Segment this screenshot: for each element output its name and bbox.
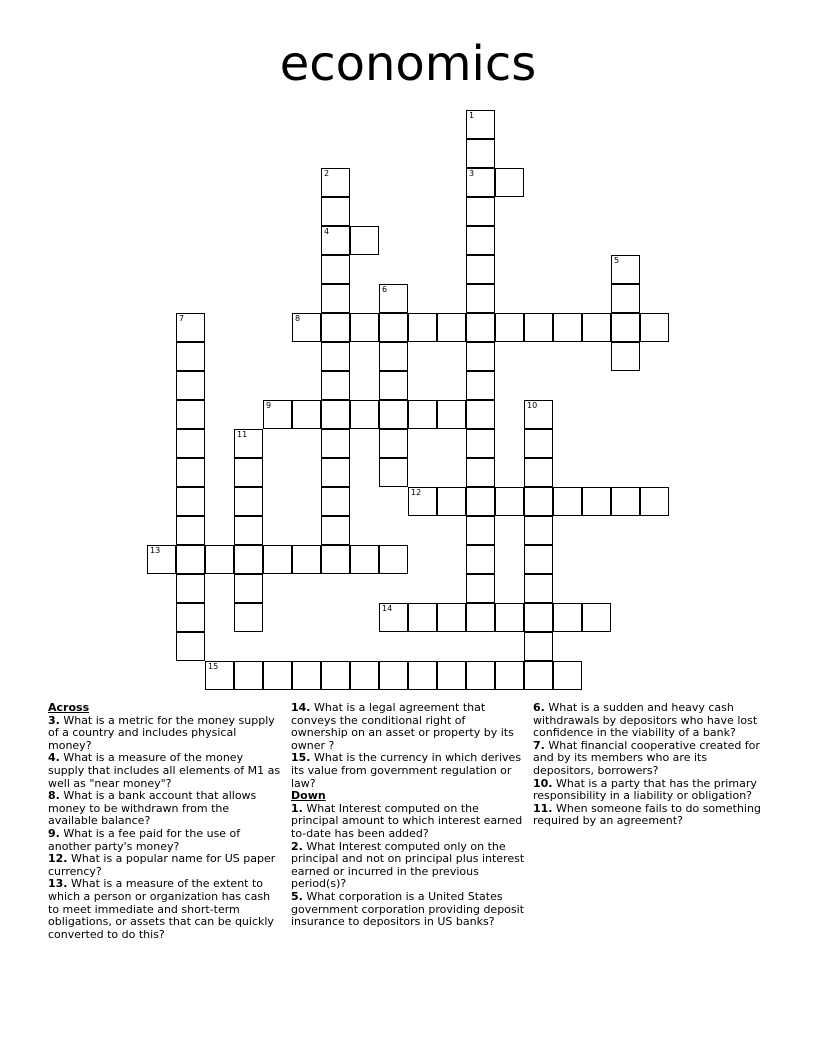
- grid-cell[interactable]: [176, 429, 205, 458]
- grid-cell[interactable]: [292, 400, 321, 429]
- grid-cell[interactable]: [321, 516, 350, 545]
- grid-cell[interactable]: [466, 342, 495, 371]
- clue-down-1: 1. What Interest computed on the principal amount to which interest earned to-date has been added?: [291, 801, 523, 840]
- grid-cell[interactable]: [263, 400, 292, 429]
- grid-cell[interactable]: [495, 603, 524, 632]
- grid-cell[interactable]: [437, 603, 466, 632]
- grid-cell[interactable]: [321, 168, 350, 197]
- clue-number: 7: [179, 314, 185, 323]
- grid-cell[interactable]: [321, 458, 350, 487]
- grid-cell[interactable]: [176, 545, 205, 574]
- grid-cell[interactable]: [524, 632, 553, 661]
- clue-across-8: 8. What is a bank account that allows money to be withdrawn from the available balance?: [48, 789, 257, 828]
- grid-cell[interactable]: [321, 226, 350, 255]
- grid-cell[interactable]: [350, 313, 379, 342]
- grid-cell[interactable]: [321, 400, 350, 429]
- grid-cell[interactable]: [466, 603, 495, 632]
- grid-cell[interactable]: [437, 487, 466, 516]
- clues-column-3: [533, 702, 767, 828]
- grid-cell[interactable]: [379, 603, 408, 632]
- grid-cell[interactable]: [553, 487, 582, 516]
- grid-cell[interactable]: [466, 487, 495, 516]
- grid-cell[interactable]: [437, 313, 466, 342]
- page-title: economics: [279, 36, 537, 92]
- grid-cell[interactable]: [263, 661, 292, 690]
- grid-cell[interactable]: [379, 545, 408, 574]
- grid-cell[interactable]: [466, 284, 495, 313]
- clue-number: 14: [382, 604, 393, 613]
- grid-cell[interactable]: [234, 516, 263, 545]
- clue-number: 10: [527, 401, 538, 410]
- grid-cell[interactable]: [205, 661, 234, 690]
- clue-number: 13: [150, 546, 161, 555]
- grid-cell[interactable]: [176, 487, 205, 516]
- grid-cell[interactable]: [350, 226, 379, 255]
- grid-cell[interactable]: [379, 342, 408, 371]
- grid-cell[interactable]: [466, 197, 495, 226]
- grid-cell[interactable]: [640, 313, 669, 342]
- grid-cell[interactable]: [524, 400, 553, 429]
- grid-cell[interactable]: [292, 313, 321, 342]
- grid-cell[interactable]: [234, 487, 263, 516]
- grid-cell[interactable]: [495, 313, 524, 342]
- grid-cell[interactable]: [234, 574, 263, 603]
- clue-number: 5: [614, 256, 620, 265]
- across-heading: Across: [48, 701, 90, 714]
- grid-cell[interactable]: [495, 168, 524, 197]
- grid-cell[interactable]: [234, 429, 263, 458]
- grid-cell[interactable]: [176, 313, 205, 342]
- clue-number: 6: [382, 285, 388, 294]
- grid-cell[interactable]: [553, 661, 582, 690]
- grid-cell[interactable]: [263, 545, 292, 574]
- grid-cell[interactable]: [582, 487, 611, 516]
- grid-cell[interactable]: [379, 429, 408, 458]
- grid-cell[interactable]: [176, 574, 205, 603]
- clue-number: 2: [324, 169, 330, 178]
- clues-column-1: [48, 702, 282, 941]
- grid-cell[interactable]: [176, 458, 205, 487]
- grid-cell[interactable]: [321, 197, 350, 226]
- grid-cell[interactable]: [466, 400, 495, 429]
- clue-down-11: 11. When someone fails to do something required by an agreement?: [533, 801, 761, 828]
- grid-cell[interactable]: [321, 371, 350, 400]
- grid-cell[interactable]: [524, 545, 553, 574]
- grid-cell[interactable]: [321, 545, 350, 574]
- grid-cell[interactable]: [408, 313, 437, 342]
- grid-cell[interactable]: [176, 632, 205, 661]
- grid-cell[interactable]: [466, 458, 495, 487]
- clue-across-9: 9. What is a fee paid for the use of another party's money?: [48, 826, 241, 853]
- grid-cell[interactable]: [379, 400, 408, 429]
- grid-cell[interactable]: [524, 458, 553, 487]
- grid-cell[interactable]: [524, 429, 553, 458]
- grid-cell[interactable]: [524, 516, 553, 545]
- grid-cell[interactable]: [292, 545, 321, 574]
- grid-cell[interactable]: [205, 545, 234, 574]
- grid-cell[interactable]: [176, 342, 205, 371]
- grid-cell[interactable]: [466, 110, 495, 139]
- grid-cell[interactable]: [611, 342, 640, 371]
- grid-cell[interactable]: [495, 487, 524, 516]
- grid-cell[interactable]: [640, 487, 669, 516]
- grid-cell[interactable]: [350, 545, 379, 574]
- clue-across-3: 3. What is a metric for the money supply of a country and includes physical money?: [48, 713, 275, 752]
- grid-cell[interactable]: [582, 603, 611, 632]
- grid-cell[interactable]: [466, 516, 495, 545]
- grid-cell[interactable]: [176, 400, 205, 429]
- clue-down-10: 10. What is a party that has the primary responsibility in a liability or obligation?: [533, 776, 757, 803]
- clue-down-6: 6. What is a sudden and heavy cash withdrawals by depositors who have lost confidence in the viability of a bank?: [533, 701, 758, 740]
- grid-cell[interactable]: [524, 603, 553, 632]
- grid-cell[interactable]: [466, 371, 495, 400]
- grid-cell[interactable]: [524, 313, 553, 342]
- grid-cell[interactable]: [466, 226, 495, 255]
- clue-number: 9: [266, 401, 272, 410]
- grid-cell[interactable]: [321, 255, 350, 284]
- grid-cell[interactable]: [466, 168, 495, 197]
- grid-cell[interactable]: [466, 313, 495, 342]
- grid-cell[interactable]: [408, 603, 437, 632]
- grid-cell[interactable]: [611, 487, 640, 516]
- grid-cell[interactable]: [466, 139, 495, 168]
- grid-cell[interactable]: [611, 313, 640, 342]
- grid-cell[interactable]: [234, 603, 263, 632]
- grid-cell[interactable]: [437, 400, 466, 429]
- grid-cell[interactable]: [176, 603, 205, 632]
- grid-cell[interactable]: [321, 284, 350, 313]
- grid-cell[interactable]: [321, 487, 350, 516]
- grid-cell[interactable]: [553, 313, 582, 342]
- grid-cell[interactable]: [321, 342, 350, 371]
- grid-cell[interactable]: [350, 661, 379, 690]
- grid-cell[interactable]: [350, 400, 379, 429]
- grid-cell[interactable]: [553, 603, 582, 632]
- grid-cell[interactable]: [524, 574, 553, 603]
- clue-number: 11: [237, 430, 248, 439]
- grid-cell[interactable]: [379, 313, 408, 342]
- grid-cell[interactable]: [582, 313, 611, 342]
- grid-cell[interactable]: [408, 487, 437, 516]
- grid-cell[interactable]: [495, 661, 524, 690]
- clue-down-5: 5. What corporation is a United States government corporation providing deposit insurance to depositors in US banks?: [291, 889, 525, 929]
- grid-cell[interactable]: [234, 661, 263, 690]
- grid-cell[interactable]: [176, 371, 205, 400]
- clue-number: 4: [324, 227, 330, 236]
- clue-across-14: 14. What is a legal agreement that conveys the conditional right of ownership on an asset or property by its owner ?: [291, 701, 514, 752]
- clue-number: 15: [208, 662, 219, 671]
- grid-cell[interactable]: [466, 255, 495, 284]
- grid-cell[interactable]: [147, 545, 176, 574]
- grid-cell[interactable]: [379, 371, 408, 400]
- clue-across-12: 12. What is a popular name for US paper currency?: [48, 852, 276, 878]
- clue-down-7: 7. What financial cooperative created for and by its members who are its depositors, borrowers?: [533, 738, 760, 777]
- grid-cell[interactable]: [524, 487, 553, 516]
- grid-cell[interactable]: [321, 313, 350, 342]
- clue-across-15: 15. What is the currency in which derives its value from government regulation or law?: [291, 751, 522, 790]
- grid-cell[interactable]: [321, 429, 350, 458]
- grid-cell[interactable]: [176, 516, 205, 545]
- grid-cell[interactable]: [524, 661, 553, 690]
- grid-cell[interactable]: [234, 458, 263, 487]
- clue-down-2: 2. What Interest computed only on the principal and not on principal plus interest earned or incurred in the previous period(s)?: [291, 839, 525, 891]
- grid-cell[interactable]: [379, 458, 408, 487]
- grid-cell[interactable]: [611, 255, 640, 284]
- grid-cell[interactable]: [611, 284, 640, 313]
- clue-number: 1: [469, 111, 475, 120]
- grid-cell[interactable]: [466, 545, 495, 574]
- clue-number: 3: [469, 169, 475, 178]
- grid-cell[interactable]: [379, 661, 408, 690]
- grid-cell[interactable]: [321, 661, 350, 690]
- grid-cell[interactable]: [408, 400, 437, 429]
- down-heading: Down: [291, 789, 326, 803]
- grid-cell[interactable]: [466, 574, 495, 603]
- grid-cell[interactable]: [379, 284, 408, 313]
- grid-cell[interactable]: [466, 429, 495, 458]
- clues-column-2: [291, 702, 525, 929]
- grid-cell[interactable]: [408, 661, 437, 690]
- clue-number: 12: [411, 488, 422, 497]
- grid-cell[interactable]: [234, 545, 263, 574]
- grid-cell[interactable]: [466, 661, 495, 690]
- clue-across-4: 4. What is a measure of the money supply that includes all elements of M1 as well as "near money"?: [48, 751, 281, 790]
- grid-cell[interactable]: [437, 661, 466, 690]
- clue-across-13: 13. What is a measure of the extent to which a person or organization has cash to meet immediate and short-term obligations, or assets that can be quickly converted to do this?: [48, 877, 274, 941]
- clue-number: 8: [295, 314, 301, 323]
- grid-cell[interactable]: [292, 661, 321, 690]
